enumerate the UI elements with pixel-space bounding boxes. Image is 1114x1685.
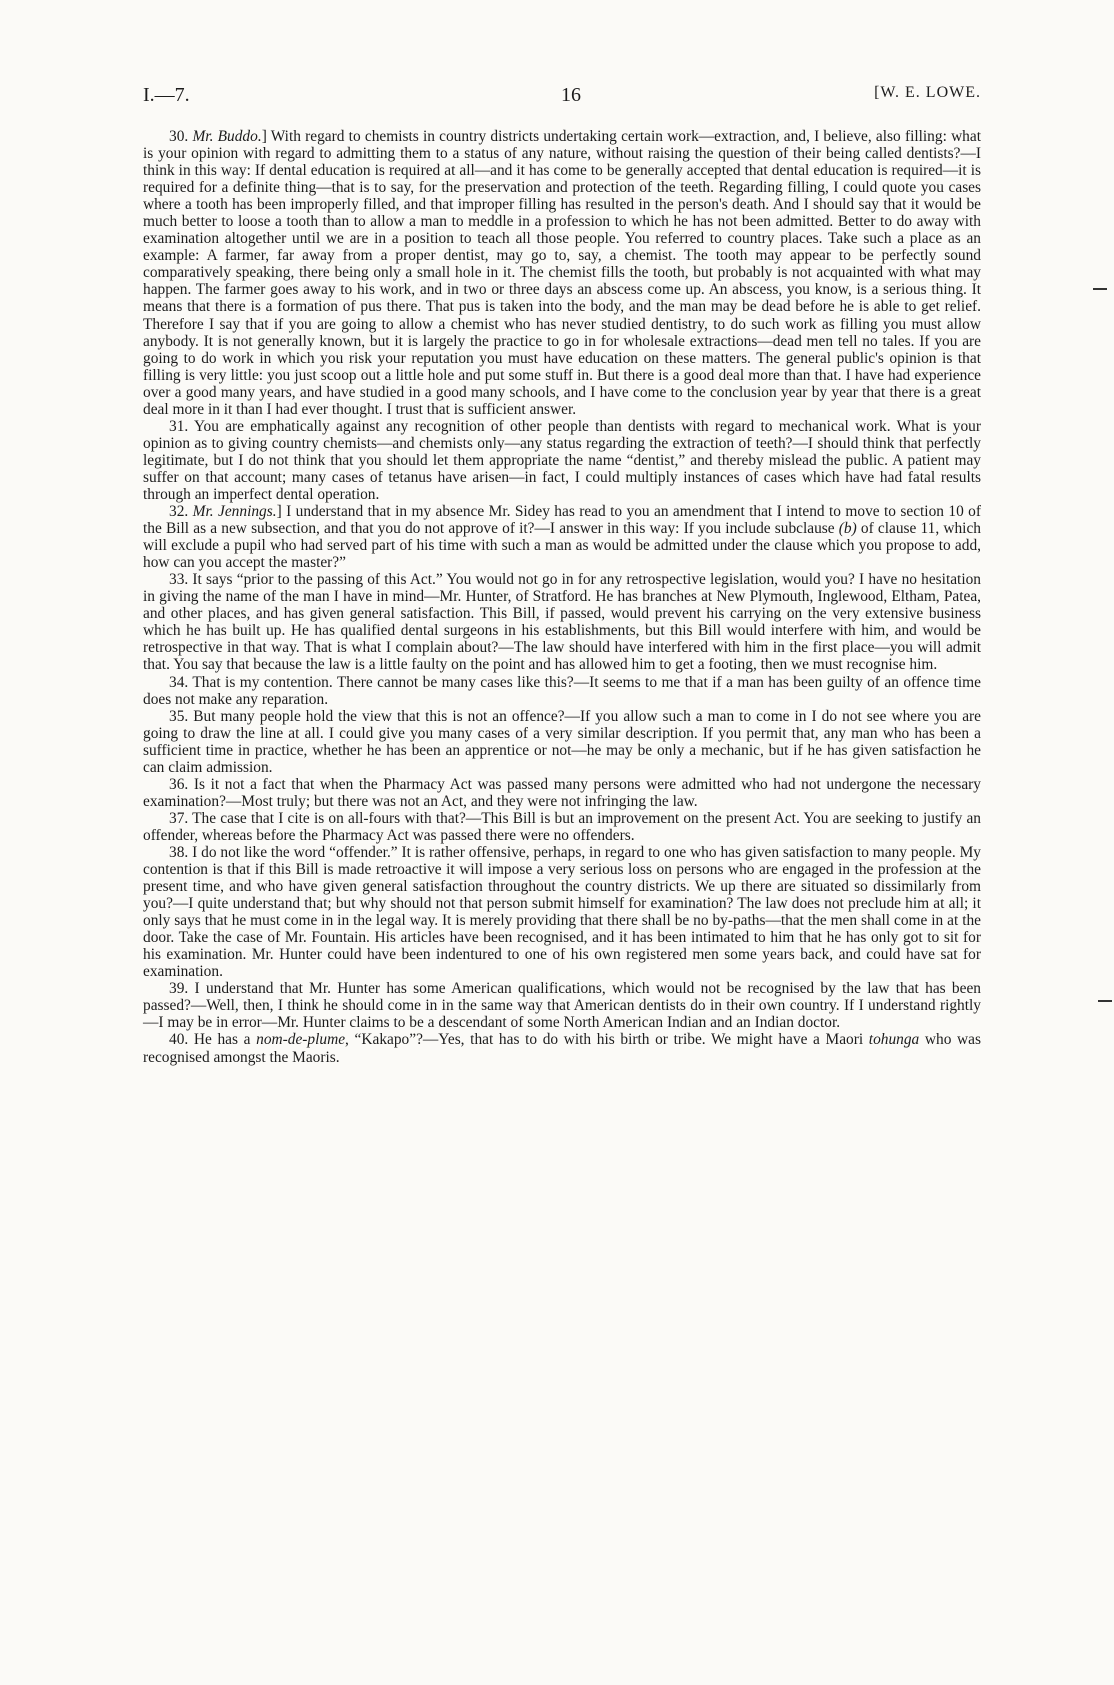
paragraph-31: [143, 418, 981, 503]
paragraph-37: [143, 810, 981, 844]
witness-name: [W. E. LOWE.: [874, 84, 981, 101]
paragraph-text: 39. I understand that Mr. Hunter has some American qualifications, which would not be recognised by the law that has been passed?—Well, then, I think he should come in in the same way that American dentists do in their own country. If I understand rightly—I may be in error—Mr. Hunter claims to be a descendant of some North American Indian and an Indian doctor.: [143, 980, 981, 1032]
paragraph-text: 38. I do not like the word “offender.” It is rather offensive, perhaps, in regard to one who has given satisfaction to many people. My contention is that if this Bill is made retroactive it will impose a very serious loss on persons who are engaged in the profession at the present time, and who have given general satisfaction throughout the country districts. We up there are situated so dissimilarly from you?—I quite understand that; but why should not that person submit himself for examination? The law does not preclude him at all; it only says that he must come in in the legal way. It is merely providing that there shall be no by-paths—that the men shall come in at the door. Take the case of Mr. Fountain. His articles have been recognised, and it has been intimated to him that he has only got to sit for his examination. Mr. Hunter could have been indentured to one of his own registered men some years back, and could have sat for examination.: [143, 843, 981, 981]
paragraph-33: [143, 571, 981, 673]
margin-mark: [1093, 288, 1107, 290]
paragraph-40: [143, 1031, 981, 1065]
paragraph-text: 31. You are emphatically against any recognition of other people than dentists with regard to mechanical work. What is your opinion as to giving country chemists—and chemists only—any status regarding the extraction of teeth?—I should think that perfectly legitimate, but I do not think that you should let them appropriate the name “dentist,” and thereby mislead the public. A patient may suffer on that account; many cases of tetanus have arisen—in fact, I could multiply instances of cases which have had fatal results through an imperfect dental operation.: [143, 417, 981, 503]
margin-mark: [1098, 1000, 1112, 1002]
paragraph-text: 32. Mr. Jennings.] I understand that in my absence Mr. Sidey has read to you an amendment that I intend to move to section 10 of the Bill as a new subsection, and that you do not approve of it?—I answer in this way: If you include subclause (b) of clause 11, which will exclude a pupil who had served part of his time with such a man as would be admitted under the clause which you propose to add, how can you accept the master?”: [143, 503, 981, 572]
paragraph-text: 34. That is my contention. There cannot be many cases like this?—It seems to me that if a man has been guilty of an offence time does not make any reparation.: [143, 673, 981, 708]
paragraph-35: [143, 708, 981, 776]
paragraph-38: [143, 844, 981, 980]
paragraph-text: 30. Mr. Buddo.] With regard to chemists in country districts undertaking certain work—extraction, and, I believe, also filling: what is your opinion with regard to admitting them to a status of any nature, without raising the question of their being called dentists?—I think in this way: If dental education is required at all—and it has come to be generally accepted that dental education is required—it is required for a definite thing—that is to say, for the preservation and protection of the teeth. Regarding filling, I could quote you cases where a tooth has been improperly filled, and that improper filling has resulted in the person's death. And I should say that it would be much better to loose a tooth than to allow a man to meddle in a profession to which he has not been admitted. Better to do away with examination altogether until we are in a position to teach all those people. You referred to country places. Take such a place as an example: A farmer, far away from a proper dentist, may go to, say, a chemist. The tooth may appear to be perfectly sound comparatively speaking, there being only a small hole in it. The chemist fills the tooth, but probably is not acquainted with what may happen. The farmer goes away to his work, and in two or three days an abscess come up. An abscess, you know, is a serious thing. It means that there is a formation of pus there. That pus is taken into the body, and the man may be dead before he is able to get relief. Therefore I say that if you are going to allow a chemist who has never studied dentistry, to do such work as filling you must allow anybody. It is not generally known, but it is largely the practice to go in for wholesale extractions—dead men tell no tales. If you are going to do work in which you risk your reputation you must have education on these matters. The general public's opinion is that filling is very little: you just scoop out a little hole and put some stuff in. But there is a good deal more than that. I have had experience over a good many years, and have studied in a good many schools, and I have come to the conclusion year by year that there is a great deal more in it than I had ever thought. I trust that is sufficient answer.: [143, 128, 981, 418]
paragraph-30: [143, 128, 981, 418]
paragraph-text: 35. But many people hold the view that this is not an offence?—If you allow such a man to come in I do not see where you are going to draw the line at all. I could give you many cases of a very similar description. If you permit that, any man who has been a sufficient time in practice, whether he has been an apprentice or not—he may be only a mechanic, but if he has given satisfaction he can claim admission.: [143, 707, 981, 776]
paragraph-text: 40. He has a nom-de-plume, “Kakapo”?—Yes, that has to do with his birth or tribe. We might have a Maori tohunga who was recognised amongst the Maoris.: [143, 1031, 981, 1066]
paragraph-34: [143, 674, 981, 708]
paragraph-36: [143, 776, 981, 810]
page-header: [143, 84, 981, 108]
paragraph-text: 36. Is it not a fact that when the Pharmacy Act was passed many persons were admitted who had not undergone the necessary examination?—Most truly; but there was not an Act, and they were not infringing the law.: [143, 775, 981, 810]
body-text: [143, 128, 981, 1066]
paragraph-39: [143, 980, 981, 1031]
paragraph-text: 33. It says “prior to the passing of this Act.” You would not go in for any retrospective legislation, would you? I have no hesitation in giving the name of the man I have in mind—Mr. Hunter, of Stratford. He has branches at New Plymouth, Inglewood, Eltham, Patea, and other places, and has given general satisfaction. This Bill, if passed, would prevent his carrying on the very extensive business which he has built up. He has qualified dental surgeons in his establishments, but this Bill would interfere with him, and would be retrospective in that way. That is what I complain about?—The law should have interfered with him in the first place—you will admit that. You say that because the law is a little faulty on the point and has allowed him to get a footing, then we must recognise him.: [143, 571, 981, 674]
document-reference: I.—7.: [143, 84, 190, 106]
paragraph-text: 37. The case that I cite is on all-fours with that?—This Bill is but an improvement on the present Act. You are seeking to justify an offender, whereas before the Pharmacy Act was passed there were no offenders.: [143, 809, 981, 844]
paragraph-32: [143, 503, 981, 571]
page-number: 16: [561, 84, 581, 106]
